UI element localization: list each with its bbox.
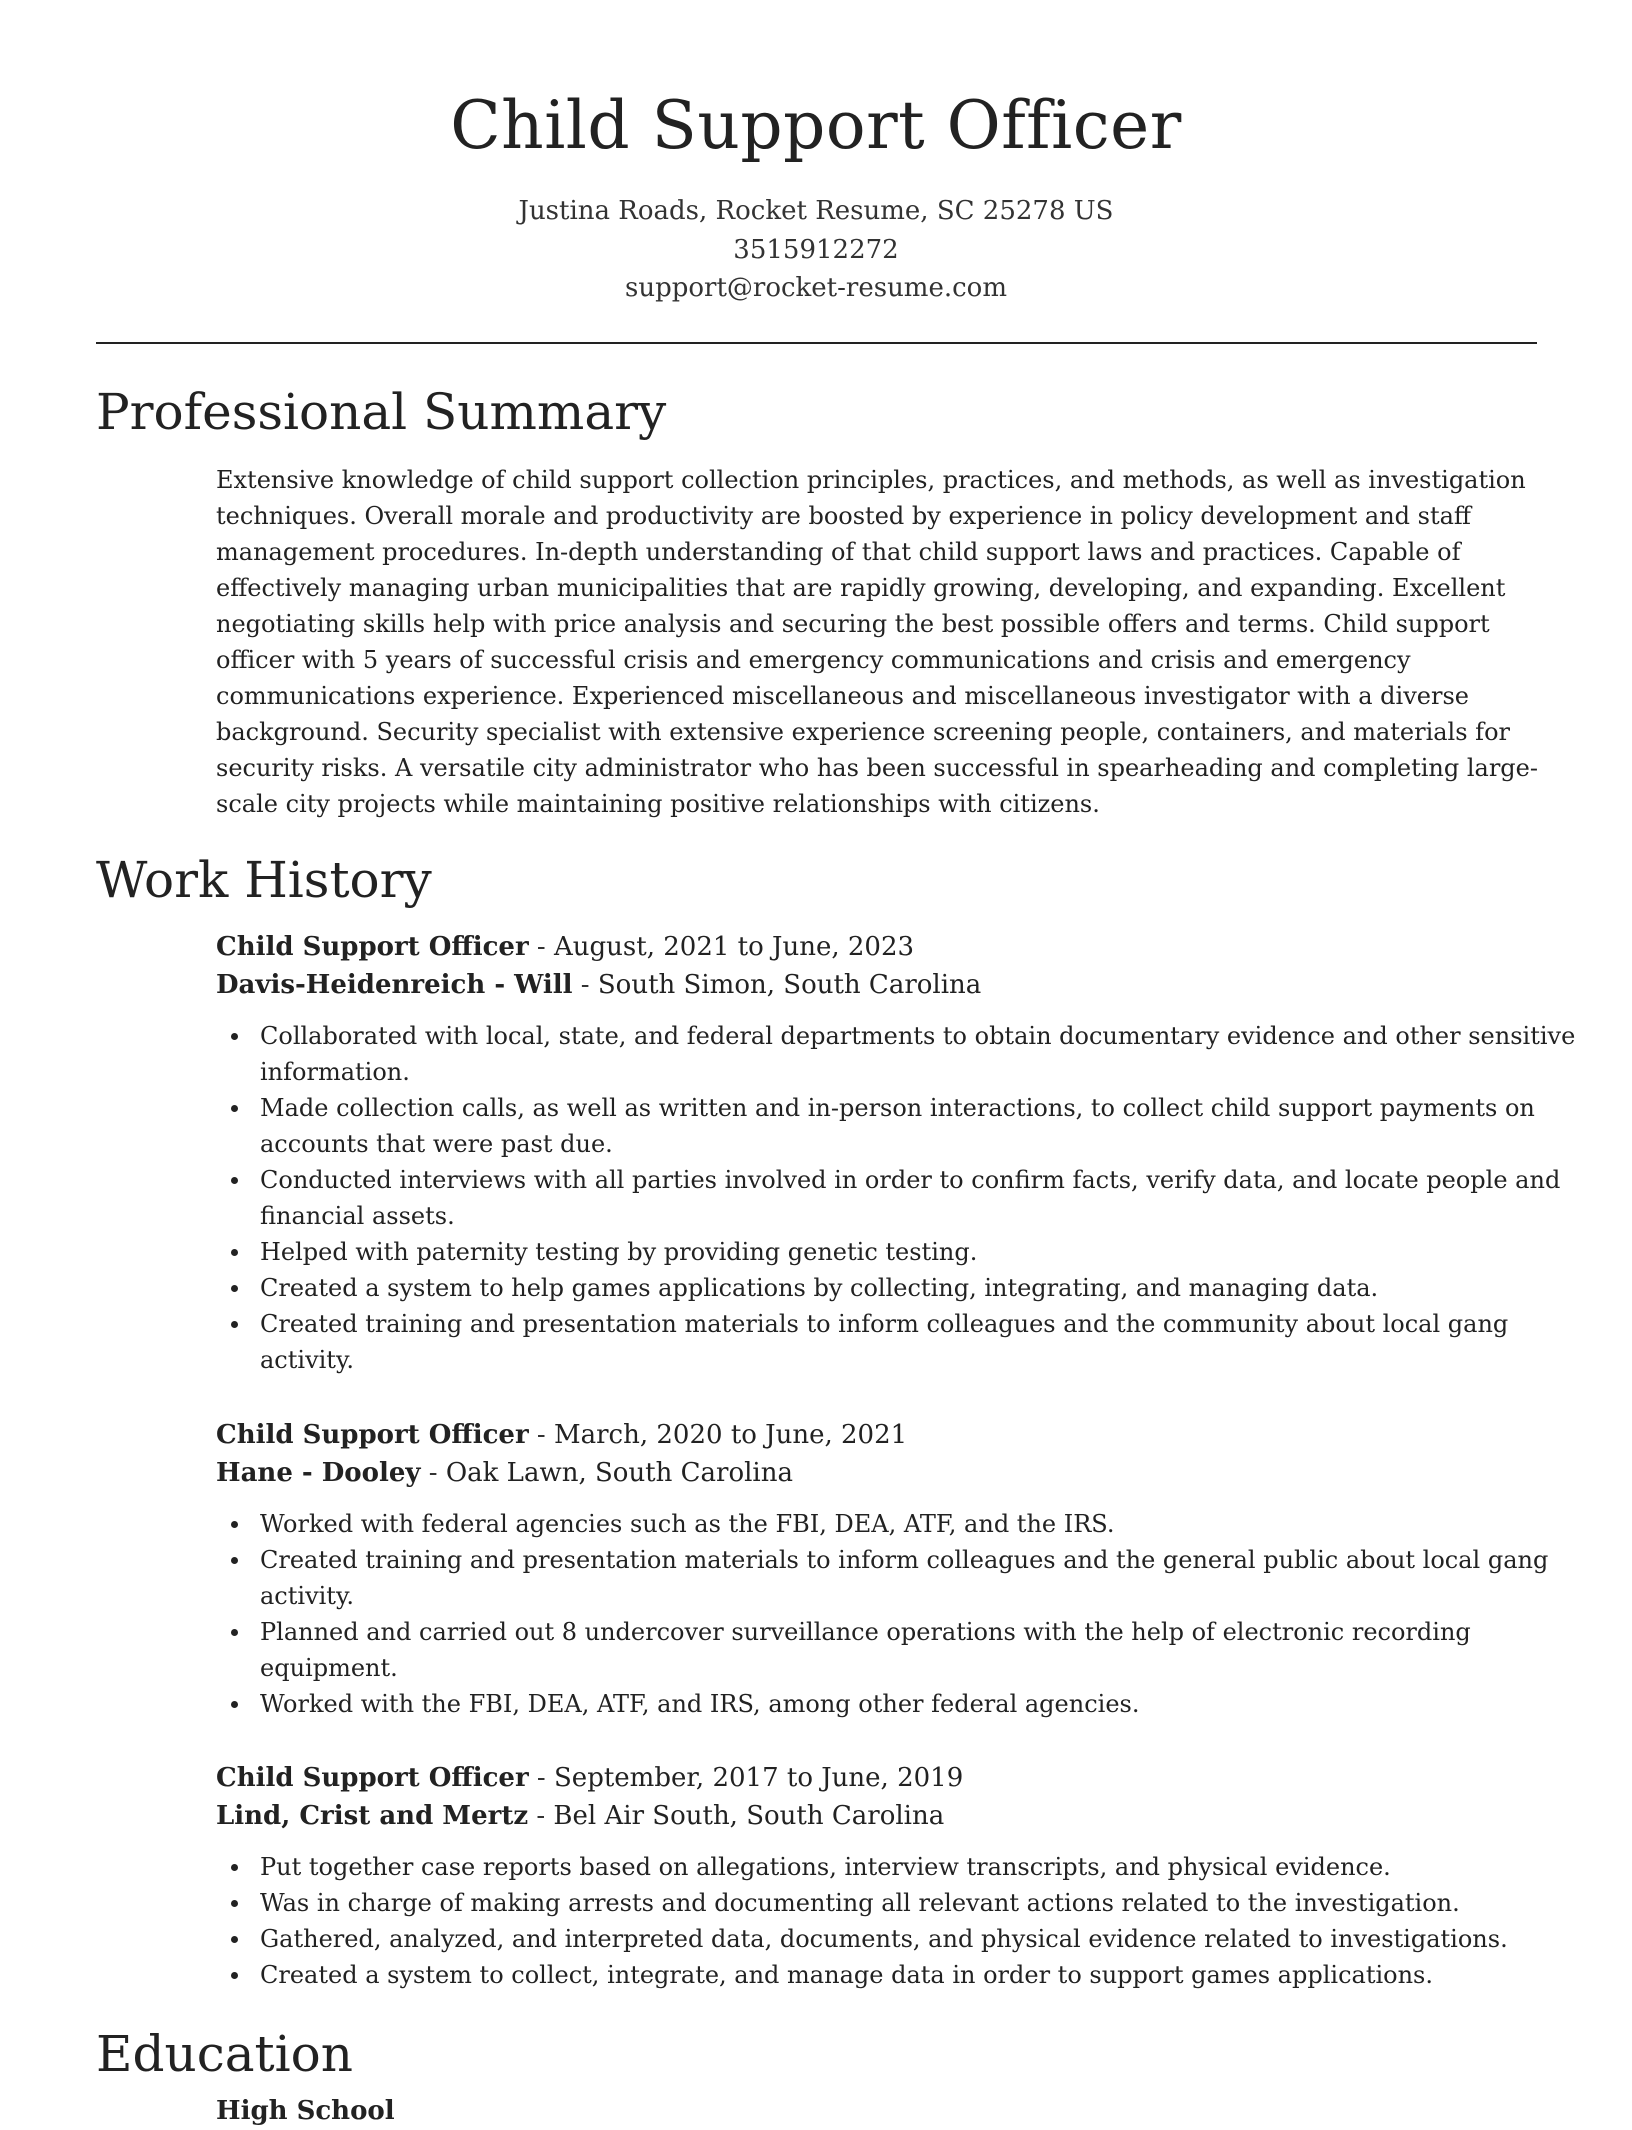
job-title: Child Support Officer xyxy=(216,1763,529,1793)
list-item: Conducted interviews with all parties involved in order to confirm facts, verify data, and locate people and financial assets. xyxy=(216,1162,1536,1234)
job-company-line: Davis-Heidenreich - Will - South Simon, South Carolina xyxy=(216,970,982,1000)
job-entry xyxy=(216,928,1576,1378)
list-item: Created a system to help games applications by collecting, integrating, and managing data. xyxy=(216,1270,1536,1306)
section-heading-work-history: Work History xyxy=(96,851,432,909)
contact-block xyxy=(0,192,1632,308)
job-dates: March, 2020 to June, 2021 xyxy=(554,1420,908,1450)
job-title-line: Child Support Officer - September, 2017 to June, 2019 xyxy=(216,1763,964,1793)
job-dates: September, 2017 to June, 2019 xyxy=(554,1763,964,1793)
job-bullets xyxy=(216,1506,1549,1722)
job-location: Bel Air South, South Carolina xyxy=(553,1801,945,1831)
job-title-line: Child Support Officer - August, 2021 to June, 2023 xyxy=(216,932,915,962)
header-divider xyxy=(96,342,1537,344)
list-item: Helped with paternity testing by providing genetic testing. xyxy=(216,1234,1536,1270)
job-bullets xyxy=(216,1018,1576,1378)
summary-line: scale city projects while maintaining positive relationships with citizens. xyxy=(216,790,1100,818)
summary-line: techniques. Overall morale and productivity are boosted by experience in policy development and staff xyxy=(216,502,1471,530)
job-company: Lind, Crist and Mertz xyxy=(216,1801,529,1831)
summary-paragraph xyxy=(216,462,1536,822)
list-item: Created training and presentation materials to inform colleagues and the community about local gang activity. xyxy=(216,1306,1536,1378)
education-item: High School xyxy=(216,2096,395,2126)
list-item: Was in charge of making arrests and documenting all relevant actions related to the investigation. xyxy=(216,1885,1536,1921)
list-item: Gathered, analyzed, and interpreted data, documents, and physical evidence related to investigations. xyxy=(216,1921,1536,1957)
summary-line: communications experience. Experienced miscellaneous and miscellaneous investigator with a diverse xyxy=(216,682,1469,710)
job-location: Oak Lawn, South Carolina xyxy=(445,1458,793,1488)
section-heading-summary: Professional Summary xyxy=(96,383,667,441)
job-title: Child Support Officer xyxy=(216,932,529,962)
summary-line: background. Security specialist with extensive experience screening people, containers, and materials for xyxy=(216,718,1510,746)
list-item: Created training and presentation materials to inform colleagues and the general public about local gang activity. xyxy=(216,1542,1536,1614)
summary-line: negotiating skills help with price analysis and securing the best possible offers and terms. Child support xyxy=(216,610,1490,638)
summary-line: officer with 5 years of successful crisis and emergency communications and crisis and emergency xyxy=(216,646,1411,674)
summary-line: effectively managing urban municipalities that are rapidly growing, developing, and expanding. Excellent xyxy=(216,574,1506,602)
job-entry xyxy=(216,1416,1549,1722)
list-item: Created a system to collect, integrate, and manage data in order to support games applications. xyxy=(216,1957,1536,1993)
contact-address: Justina Roads, Rocket Resume, SC 25278 US xyxy=(518,196,1114,226)
job-dates: August, 2021 to June, 2023 xyxy=(554,932,915,962)
resume-title: Child Support Officer xyxy=(450,87,1182,164)
section-heading-education: Education xyxy=(96,2025,353,2083)
job-bullets xyxy=(216,1849,1536,1993)
summary-line: security risks. A versatile city administrator who has been successful in spearheading and completing large- xyxy=(216,754,1538,782)
contact-email: support@rocket-resume.com xyxy=(624,273,1007,303)
job-title: Child Support Officer xyxy=(216,1420,529,1450)
list-item: Planned and carried out 8 undercover surveillance operations with the help of electronic recording equipment. xyxy=(216,1614,1536,1686)
list-item: Collaborated with local, state, and federal departments to obtain documentary evidence and other sensitive information. xyxy=(216,1018,1536,1090)
list-item: Made collection calls, as well as written and in-person interactions, to collect child support payments on accounts that were past due. xyxy=(216,1090,1536,1162)
contact-phone: 3515912272 xyxy=(733,234,899,265)
list-item: Worked with federal agencies such as the FBI, DEA, ATF, and the IRS. xyxy=(216,1506,1536,1542)
job-entry xyxy=(216,1759,1536,1993)
job-location: South Simon, South Carolina xyxy=(597,970,982,1000)
job-company: Hane - Dooley xyxy=(216,1458,421,1488)
job-company-line: Lind, Crist and Mertz - Bel Air South, South Carolina xyxy=(216,1801,945,1831)
summary-line: Extensive knowledge of child support collection principles, practices, and methods, as well as investigation xyxy=(216,466,1526,494)
summary-line: management procedures. In-depth understanding of that child support laws and practices. Capable of xyxy=(216,538,1461,566)
job-company-line: Hane - Dooley - Oak Lawn, South Carolina xyxy=(216,1458,793,1488)
list-item: Put together case reports based on allegations, interview transcripts, and physical evidence. xyxy=(216,1849,1536,1885)
job-company: Davis-Heidenreich - Will xyxy=(216,970,573,1000)
job-title-line: Child Support Officer - March, 2020 to June, 2021 xyxy=(216,1420,908,1450)
list-item: Worked with the FBI, DEA, ATF, and IRS, among other federal agencies. xyxy=(216,1686,1536,1722)
